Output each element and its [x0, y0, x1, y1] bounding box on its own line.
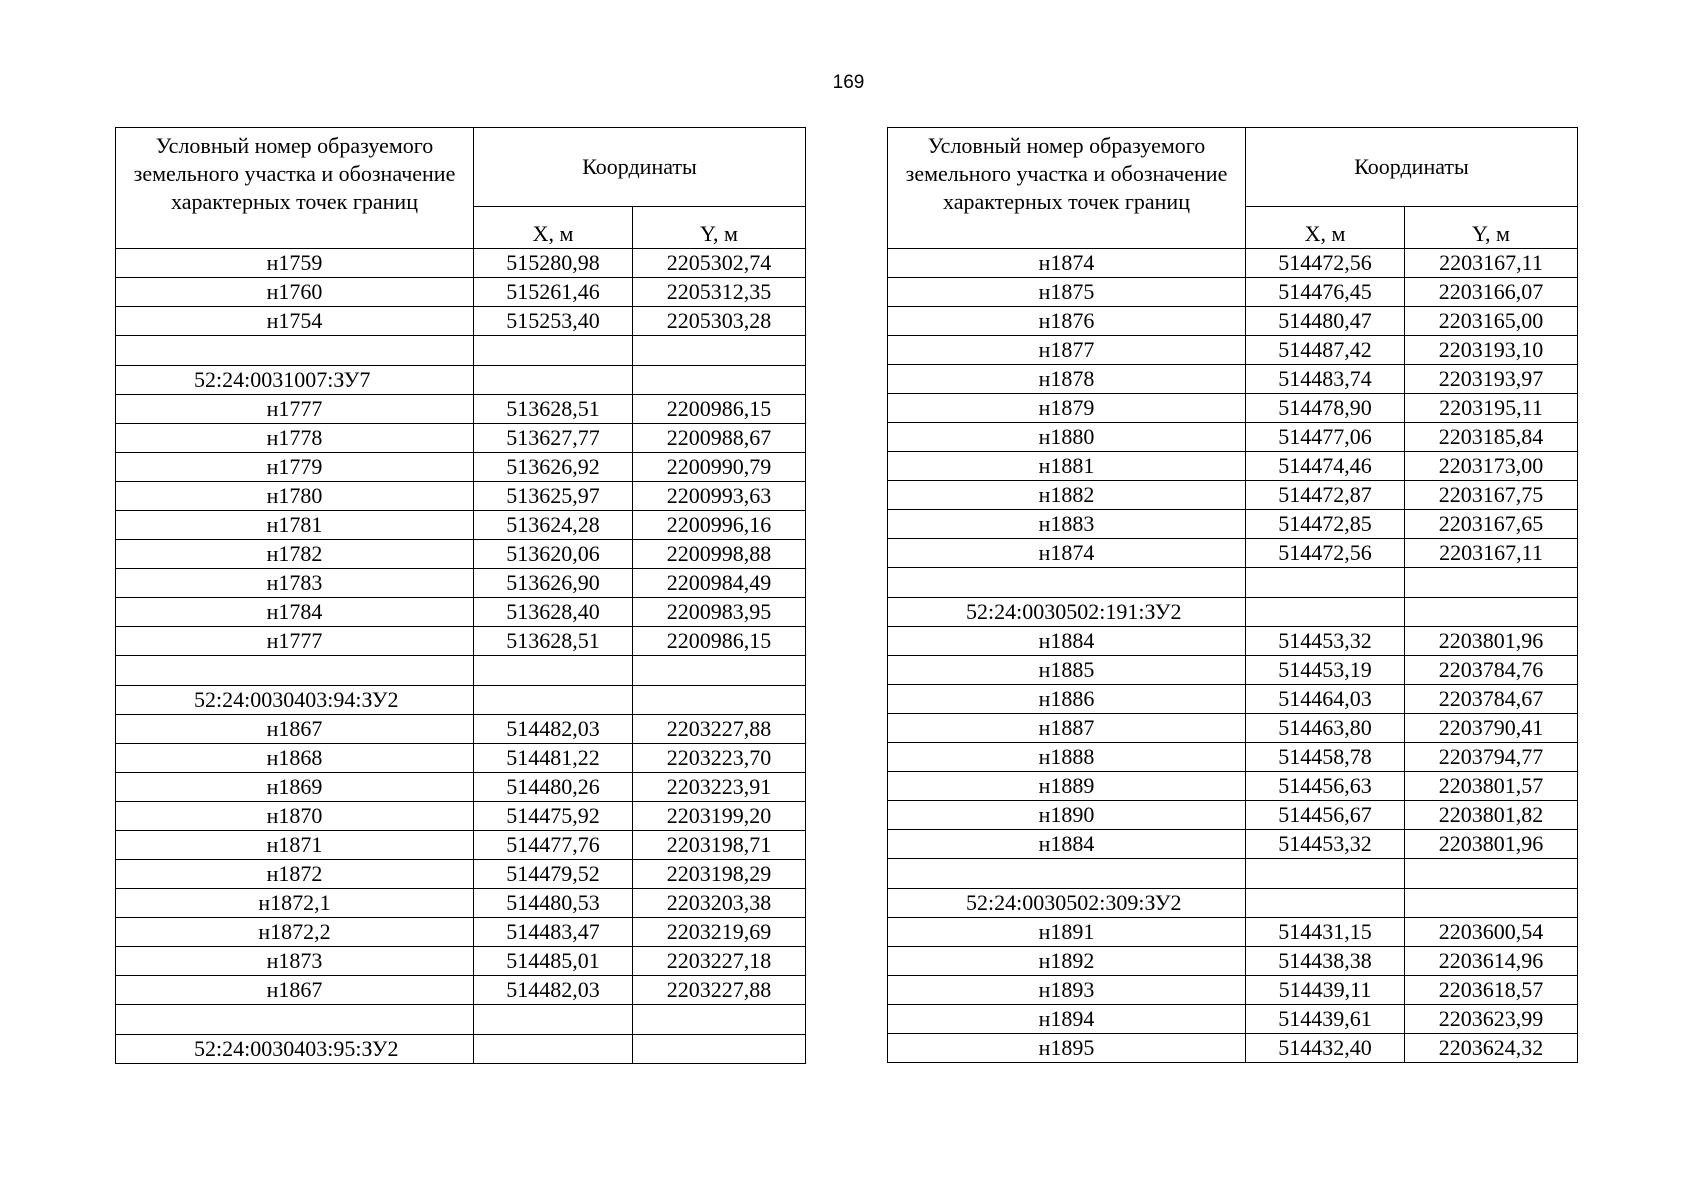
table-row: [888, 365, 1578, 394]
y-coordinate-cell: 2203199,20: [633, 802, 806, 831]
y-coordinate-cell: 2205312,35: [633, 278, 806, 307]
x-coordinate-cell: 514432,40: [1246, 1034, 1405, 1063]
x-coordinate-cell: 513626,92: [474, 453, 633, 482]
table-row: [888, 627, 1578, 656]
point-name-cell: [116, 656, 474, 686]
point-name-cell: н1887: [888, 714, 1246, 743]
x-coordinate-cell: 513628,51: [474, 627, 633, 656]
y-coordinate-cell: [633, 366, 806, 395]
y-coordinate-cell: [633, 336, 806, 366]
page-number: 169: [832, 72, 865, 93]
table-row: [116, 278, 806, 307]
table-row: [116, 511, 806, 540]
y-coordinate-cell: 2200990,79: [633, 453, 806, 482]
table-row: [116, 569, 806, 598]
point-name-cell: н1885: [888, 656, 1246, 685]
x-coordinate-cell: 513620,06: [474, 540, 633, 569]
point-name-cell: н1883: [888, 510, 1246, 539]
point-name-cell: н1892: [888, 947, 1246, 976]
y-coordinate-cell: [1405, 889, 1578, 918]
point-name-cell: н1754: [116, 307, 474, 336]
y-coordinate-cell: 2203794,77: [1405, 743, 1578, 772]
table-row: [116, 889, 806, 918]
table-row: [116, 773, 806, 802]
coordinates-table-right: [887, 127, 1578, 1063]
y-coordinate-cell: 2203167,75: [1405, 481, 1578, 510]
empty-row: [116, 656, 806, 686]
y-coordinate-cell: 2200988,67: [633, 424, 806, 453]
x-coordinate-cell: 514480,47: [1246, 307, 1405, 336]
table-row: [888, 307, 1578, 336]
y-coordinate-cell: 2203623,99: [1405, 1005, 1578, 1034]
x-coordinate-cell: [474, 366, 633, 395]
point-name-cell: н1869: [116, 773, 474, 802]
table-row: [116, 540, 806, 569]
point-name-cell: н1778: [116, 424, 474, 453]
point-name-cell: н1889: [888, 772, 1246, 801]
table-row: [888, 336, 1578, 365]
x-coordinate-cell: 514472,56: [1246, 539, 1405, 568]
point-name-cell: н1873: [116, 947, 474, 976]
y-coordinate-cell: 2200983,95: [633, 598, 806, 627]
header-name-column: Условный номер образуемого земельного участка и обозначение характерных точек границ: [888, 128, 1246, 249]
table-row: [888, 801, 1578, 830]
header-coordinates: Координаты: [1246, 128, 1578, 207]
y-coordinate-cell: 2200986,15: [633, 627, 806, 656]
empty-row: [888, 859, 1578, 889]
y-coordinate-cell: 2205303,28: [633, 307, 806, 336]
point-name-cell: н1784: [116, 598, 474, 627]
table-row: [888, 714, 1578, 743]
point-name-cell: н1877: [888, 336, 1246, 365]
header-y: Y, м: [633, 206, 806, 248]
y-coordinate-cell: 2203600,54: [1405, 918, 1578, 947]
x-coordinate-cell: 515280,98: [474, 249, 633, 278]
table-row: [888, 1005, 1578, 1034]
x-coordinate-cell: [474, 1035, 633, 1064]
point-name-cell: н1893: [888, 976, 1246, 1005]
point-name-cell: н1880: [888, 423, 1246, 452]
y-coordinate-cell: 2203227,88: [633, 976, 806, 1005]
x-coordinate-cell: 513625,97: [474, 482, 633, 511]
x-coordinate-cell: [1246, 889, 1405, 918]
y-coordinate-cell: 2203193,10: [1405, 336, 1578, 365]
table-row: [116, 307, 806, 336]
x-coordinate-cell: [1246, 859, 1405, 889]
y-coordinate-cell: 2203219,69: [633, 918, 806, 947]
point-name-cell: н1777: [116, 395, 474, 424]
table-row: [116, 627, 806, 656]
point-name-cell: н1886: [888, 685, 1246, 714]
table-row: [888, 249, 1578, 278]
y-coordinate-cell: 2203167,11: [1405, 539, 1578, 568]
table-row: [888, 481, 1578, 510]
table-row: [116, 482, 806, 511]
x-coordinate-cell: 514431,15: [1246, 918, 1405, 947]
coordinates-table-left: [115, 127, 806, 1064]
table-row: [888, 423, 1578, 452]
point-name-cell: [116, 336, 474, 366]
y-coordinate-cell: 2203784,76: [1405, 656, 1578, 685]
y-coordinate-cell: 2203801,96: [1405, 830, 1578, 859]
x-coordinate-cell: 514438,38: [1246, 947, 1405, 976]
point-name-cell: н1876: [888, 307, 1246, 336]
x-coordinate-cell: 514456,67: [1246, 801, 1405, 830]
table-row: [116, 947, 806, 976]
y-coordinate-cell: 2200986,15: [633, 395, 806, 424]
point-name-cell: н1884: [888, 830, 1246, 859]
header-x: X, м: [474, 206, 633, 248]
x-coordinate-cell: 514476,45: [1246, 278, 1405, 307]
x-coordinate-cell: 514472,85: [1246, 510, 1405, 539]
y-coordinate-cell: 2203198,29: [633, 860, 806, 889]
y-coordinate-cell: 2203801,57: [1405, 772, 1578, 801]
table-row: [888, 772, 1578, 801]
point-name-cell: н1878: [888, 365, 1246, 394]
x-coordinate-cell: 514456,63: [1246, 772, 1405, 801]
y-coordinate-cell: 2203185,84: [1405, 423, 1578, 452]
point-name-cell: н1871: [116, 831, 474, 860]
parcel-group-row: [116, 1035, 806, 1064]
y-coordinate-cell: [633, 686, 806, 715]
x-coordinate-cell: 514439,11: [1246, 976, 1405, 1005]
point-name-cell: н1870: [116, 802, 474, 831]
x-coordinate-cell: 514478,90: [1246, 394, 1405, 423]
x-coordinate-cell: 514439,61: [1246, 1005, 1405, 1034]
y-coordinate-cell: 2203801,82: [1405, 801, 1578, 830]
x-coordinate-cell: 514453,32: [1246, 830, 1405, 859]
table-row: [888, 947, 1578, 976]
point-name-cell: [888, 568, 1246, 598]
point-name-cell: н1875: [888, 278, 1246, 307]
header-x: X, м: [1246, 206, 1405, 248]
empty-row: [116, 1005, 806, 1035]
y-coordinate-cell: 2200996,16: [633, 511, 806, 540]
table-row: [116, 395, 806, 424]
x-coordinate-cell: 514477,76: [474, 831, 633, 860]
table-row: [116, 424, 806, 453]
header-y: Y, м: [1405, 206, 1578, 248]
x-coordinate-cell: 515253,40: [474, 307, 633, 336]
table-row: [116, 249, 806, 278]
y-coordinate-cell: [1405, 859, 1578, 889]
x-coordinate-cell: 514458,78: [1246, 743, 1405, 772]
parcel-number-cell: 52:24:0030502:191:ЗУ2: [888, 598, 1246, 627]
y-coordinate-cell: [1405, 568, 1578, 598]
y-coordinate-cell: 2203195,11: [1405, 394, 1578, 423]
parcel-number-cell: 52:24:0030502:309:ЗУ2: [888, 889, 1246, 918]
y-coordinate-cell: 2203166,07: [1405, 278, 1578, 307]
x-coordinate-cell: 514481,22: [474, 744, 633, 773]
point-name-cell: н1780: [116, 482, 474, 511]
x-coordinate-cell: 514487,42: [1246, 336, 1405, 365]
x-coordinate-cell: 514480,53: [474, 889, 633, 918]
table-body-left: [116, 249, 806, 1064]
x-coordinate-cell: [474, 656, 633, 686]
point-name-cell: н1867: [116, 715, 474, 744]
y-coordinate-cell: 2205302,74: [633, 249, 806, 278]
x-coordinate-cell: 514483,74: [1246, 365, 1405, 394]
point-name-cell: н1890: [888, 801, 1246, 830]
y-coordinate-cell: 2203173,00: [1405, 452, 1578, 481]
y-coordinate-cell: [1405, 598, 1578, 627]
x-coordinate-cell: 513624,28: [474, 511, 633, 540]
y-coordinate-cell: 2203784,67: [1405, 685, 1578, 714]
point-name-cell: н1782: [116, 540, 474, 569]
point-name-cell: н1879: [888, 394, 1246, 423]
table-row: [888, 278, 1578, 307]
x-coordinate-cell: 513626,90: [474, 569, 633, 598]
y-coordinate-cell: 2203227,88: [633, 715, 806, 744]
table-row: [888, 452, 1578, 481]
x-coordinate-cell: 514482,03: [474, 715, 633, 744]
x-coordinate-cell: [474, 336, 633, 366]
table-row: [116, 918, 806, 947]
x-coordinate-cell: [474, 1005, 633, 1035]
point-name-cell: н1891: [888, 918, 1246, 947]
table-body-right: [888, 249, 1578, 1063]
y-coordinate-cell: 2203223,70: [633, 744, 806, 773]
table-row: [116, 831, 806, 860]
y-coordinate-cell: 2203801,96: [1405, 627, 1578, 656]
y-coordinate-cell: 2203193,97: [1405, 365, 1578, 394]
y-coordinate-cell: 2203618,57: [1405, 976, 1578, 1005]
y-coordinate-cell: 2200998,88: [633, 540, 806, 569]
x-coordinate-cell: 513627,77: [474, 424, 633, 453]
table-row: [116, 802, 806, 831]
table-row: [116, 744, 806, 773]
point-name-cell: н1874: [888, 249, 1246, 278]
point-name-cell: н1872,2: [116, 918, 474, 947]
y-coordinate-cell: 2203614,96: [1405, 947, 1578, 976]
x-coordinate-cell: 514453,19: [1246, 656, 1405, 685]
point-name-cell: н1874: [888, 539, 1246, 568]
x-coordinate-cell: 514472,87: [1246, 481, 1405, 510]
point-name-cell: н1882: [888, 481, 1246, 510]
x-coordinate-cell: 514464,03: [1246, 685, 1405, 714]
x-coordinate-cell: 514485,01: [474, 947, 633, 976]
point-name-cell: н1760: [116, 278, 474, 307]
parcel-number-cell: 52:24:0030403:94:ЗУ2: [116, 686, 474, 715]
table-row: [888, 830, 1578, 859]
x-coordinate-cell: 514482,03: [474, 976, 633, 1005]
y-coordinate-cell: [633, 656, 806, 686]
table-row: [888, 685, 1578, 714]
x-coordinate-cell: 513628,40: [474, 598, 633, 627]
x-coordinate-cell: 513628,51: [474, 395, 633, 424]
x-coordinate-cell: 514483,47: [474, 918, 633, 947]
y-coordinate-cell: 2203165,00: [1405, 307, 1578, 336]
table-row: [116, 860, 806, 889]
y-coordinate-cell: 2203227,18: [633, 947, 806, 976]
point-name-cell: н1894: [888, 1005, 1246, 1034]
x-coordinate-cell: 514474,46: [1246, 452, 1405, 481]
y-coordinate-cell: 2200984,49: [633, 569, 806, 598]
point-name-cell: н1868: [116, 744, 474, 773]
parcel-group-row: [116, 686, 806, 715]
table-row: [888, 394, 1578, 423]
y-coordinate-cell: 2203167,65: [1405, 510, 1578, 539]
point-name-cell: н1779: [116, 453, 474, 482]
parcel-number-cell: 52:24:0030403:95:ЗУ2: [116, 1035, 474, 1064]
point-name-cell: н1783: [116, 569, 474, 598]
table-row: [116, 715, 806, 744]
x-coordinate-cell: 514477,06: [1246, 423, 1405, 452]
table-row: [116, 598, 806, 627]
x-coordinate-cell: 514472,56: [1246, 249, 1405, 278]
point-name-cell: н1895: [888, 1034, 1246, 1063]
point-name-cell: [116, 1005, 474, 1035]
point-name-cell: н1884: [888, 627, 1246, 656]
y-coordinate-cell: 2203203,38: [633, 889, 806, 918]
header-coordinates: Координаты: [474, 128, 806, 207]
x-coordinate-cell: 514453,32: [1246, 627, 1405, 656]
table-row: [888, 1034, 1578, 1063]
table-row: [888, 976, 1578, 1005]
x-coordinate-cell: [474, 686, 633, 715]
x-coordinate-cell: 514479,52: [474, 860, 633, 889]
point-name-cell: н1881: [888, 452, 1246, 481]
point-name-cell: н1867: [116, 976, 474, 1005]
point-name-cell: н1781: [116, 511, 474, 540]
y-coordinate-cell: [633, 1005, 806, 1035]
parcel-group-row: [116, 366, 806, 395]
table-row: [888, 510, 1578, 539]
y-coordinate-cell: 2200993,63: [633, 482, 806, 511]
table-row: [888, 918, 1578, 947]
header-name-column: Условный номер образуемого земельного участка и обозначение характерных точек границ: [116, 128, 474, 249]
table-row: [888, 743, 1578, 772]
table-row: [888, 539, 1578, 568]
x-coordinate-cell: [1246, 598, 1405, 627]
point-name-cell: [888, 859, 1246, 889]
table-row: [888, 656, 1578, 685]
y-coordinate-cell: 2203624,32: [1405, 1034, 1578, 1063]
empty-row: [888, 568, 1578, 598]
x-coordinate-cell: 514480,26: [474, 773, 633, 802]
parcel-number-cell: 52:24:0031007:ЗУ7: [116, 366, 474, 395]
point-name-cell: н1888: [888, 743, 1246, 772]
parcel-group-row: [888, 889, 1578, 918]
table-row: [116, 976, 806, 1005]
point-name-cell: н1872,1: [116, 889, 474, 918]
y-coordinate-cell: [633, 1035, 806, 1064]
point-name-cell: н1872: [116, 860, 474, 889]
y-coordinate-cell: 2203223,91: [633, 773, 806, 802]
x-coordinate-cell: [1246, 568, 1405, 598]
empty-row: [116, 336, 806, 366]
x-coordinate-cell: 515261,46: [474, 278, 633, 307]
point-name-cell: н1777: [116, 627, 474, 656]
point-name-cell: н1759: [116, 249, 474, 278]
table-row: [116, 453, 806, 482]
x-coordinate-cell: 514475,92: [474, 802, 633, 831]
y-coordinate-cell: 2203790,41: [1405, 714, 1578, 743]
y-coordinate-cell: 2203198,71: [633, 831, 806, 860]
x-coordinate-cell: 514463,80: [1246, 714, 1405, 743]
y-coordinate-cell: 2203167,11: [1405, 249, 1578, 278]
parcel-group-row: [888, 598, 1578, 627]
